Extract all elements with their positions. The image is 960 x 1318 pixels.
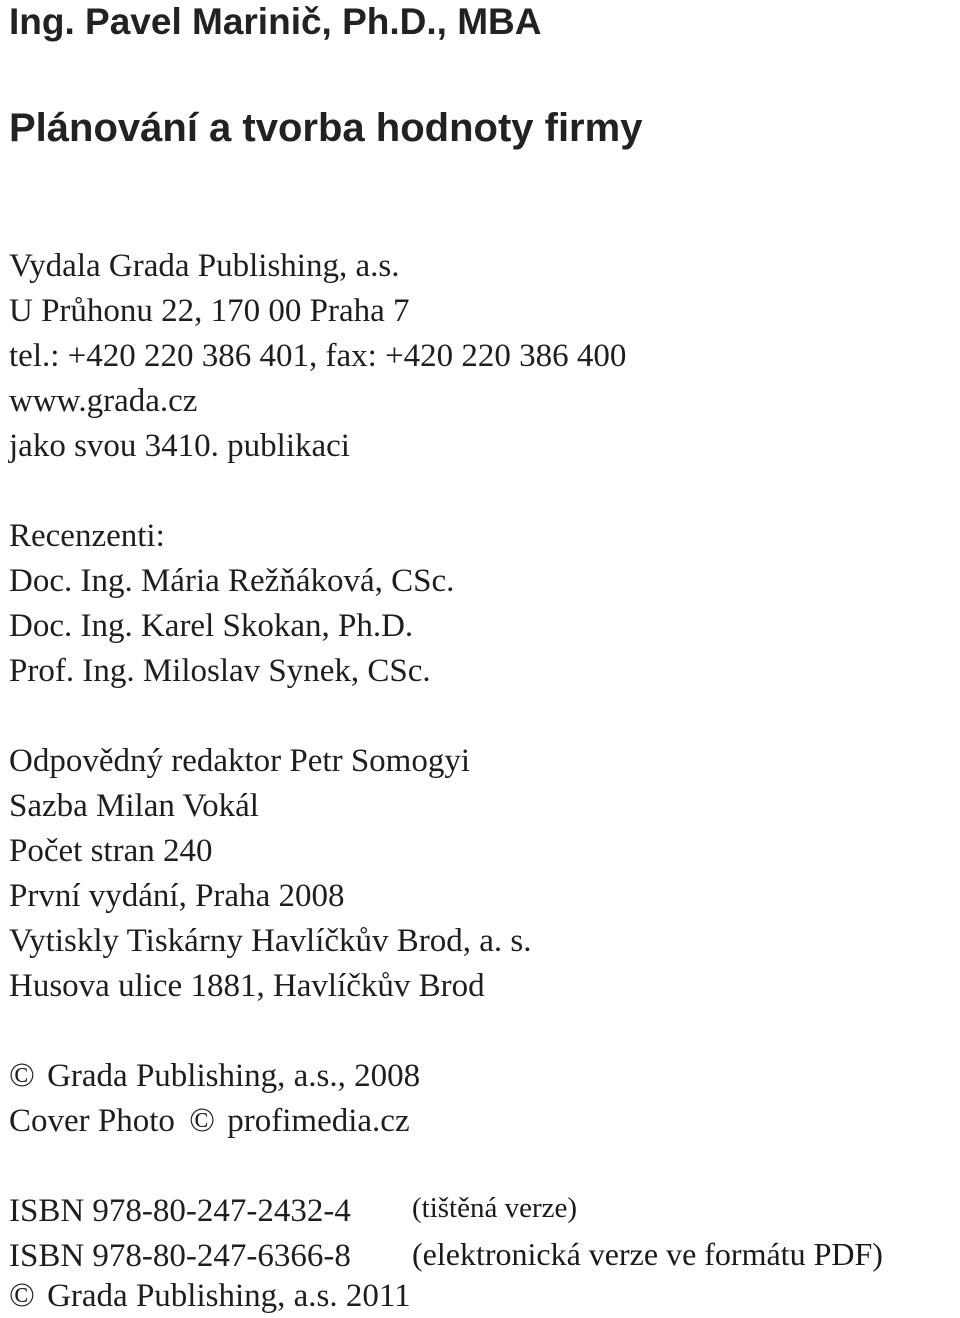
printer-line: Vytiskly Tiskárny Havlíčkův Brod, a. s. bbox=[9, 923, 532, 959]
isbn-print-number: ISBN 978-80-247-2432-4 bbox=[9, 1193, 351, 1229]
copyright-grada-2008 bbox=[9, 1056, 420, 1096]
reviewer-1: Doc. Ing. Mária Režňáková, CSc. bbox=[9, 563, 455, 599]
publisher-address: U Průhonu 22, 170 00 Praha 7 bbox=[9, 293, 410, 329]
publisher-website: www.grada.cz bbox=[9, 383, 198, 419]
reviewer-3: Prof. Ing. Miloslav Synek, CSc. bbox=[9, 653, 431, 689]
cover-photo-credit bbox=[9, 1101, 410, 1141]
author-name: Ing. Pavel Marinič, Ph.D., MBA bbox=[9, 1, 542, 42]
isbn-ebook-note: (elektronická verze ve formátu PDF) bbox=[412, 1236, 883, 1272]
isbn-print-note: (tištěná verze) bbox=[412, 1192, 578, 1224]
reviewers-heading: Recenzenti: bbox=[9, 518, 165, 554]
publisher-phone: tel.: +420 220 386 401, fax: +420 220 386 400 bbox=[9, 338, 627, 374]
cover-photo-source: profimedia.cz bbox=[227, 1103, 410, 1139]
isbn-ebook-number: ISBN 978-80-247-6366-8 bbox=[9, 1238, 351, 1274]
copyright-symbol: © bbox=[189, 1102, 216, 1139]
copyright-symbol: © bbox=[9, 1057, 35, 1094]
publication-number: jako svou 3410. publikaci bbox=[9, 428, 350, 464]
page-count-line: Počet stran 240 bbox=[9, 833, 213, 869]
edition-line: První vydání, Praha 2008 bbox=[9, 878, 345, 914]
publisher-line: Vydala Grada Publishing, a.s. bbox=[9, 248, 400, 284]
copyright-grada-2011 bbox=[9, 1276, 411, 1316]
copyright-grada-2011-text: Grada Publishing, a.s. 2011 bbox=[47, 1278, 411, 1314]
copyright-symbol: © bbox=[9, 1277, 35, 1314]
editor-line: Odpovědný redaktor Petr Somogyi bbox=[9, 743, 471, 779]
printer-address-line: Husova ulice 1881, Havlíčkův Brod bbox=[9, 968, 485, 1004]
cover-photo-label: Cover Photo bbox=[9, 1103, 175, 1139]
typesetting-line: Sazba Milan Vokál bbox=[9, 788, 259, 824]
book-title: Plánování a tvorba hodnoty firmy bbox=[9, 106, 643, 150]
reviewer-2: Doc. Ing. Karel Skokan, Ph.D. bbox=[9, 608, 414, 644]
copyright-grada-2008-text: Grada Publishing, a.s., 2008 bbox=[47, 1058, 421, 1094]
